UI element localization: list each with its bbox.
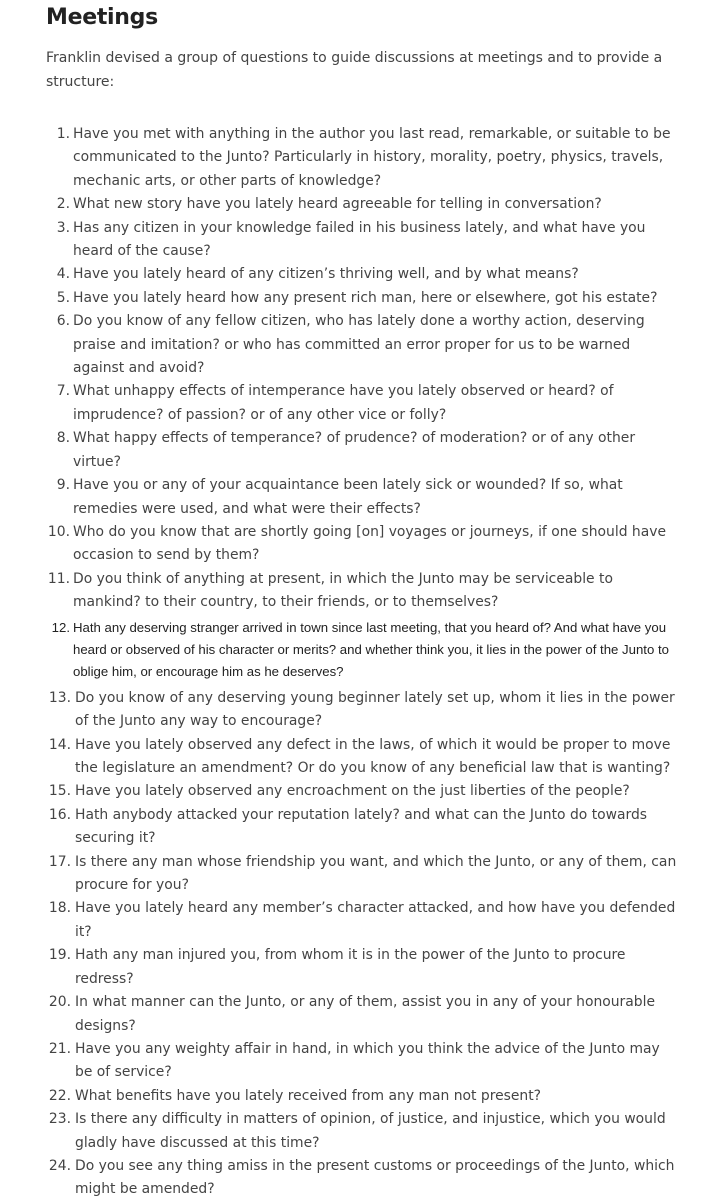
item-text: Do you think of anything at present, in which the Junto may be serviceable to mankind? to their country, to their friends, or to themselves?: [73, 570, 613, 611]
item-text: What new story have you lately heard agreeable for telling in conversation?: [73, 196, 602, 213]
item-text: What happy effects of temperance? of prudence? of moderation? or of any other virtue?: [73, 430, 636, 470]
list-item: [46, 568, 678, 615]
list-item: [46, 804, 678, 851]
list-item: [46, 521, 678, 568]
item-text: Have you lately heard any member’s character attacked, and how have you defended it?: [75, 900, 676, 940]
list-item: [46, 123, 678, 193]
item-text: In what manner can the Junto, or any of them, assist you in any of your honourable designs?: [75, 994, 655, 1034]
item-text: Hath any man injured you, from whom it is in the power of the Junto to procure redress?: [75, 947, 626, 987]
intro-paragraph: Franklin devised a group of questions to guide discussions at meetings and to provide a structure:: [46, 50, 663, 90]
item-text: Do you know of any fellow citizen, who has lately done a worthy action, deserving praise and imitation? or who has committed an error proper for us to be warned against and avoid?: [73, 313, 645, 377]
item-number: 9.: [56, 477, 70, 494]
item-number: 14.: [48, 736, 71, 753]
item-text: Have you lately heard how any present rich man, here or elsewhere, got his estate?: [73, 289, 658, 306]
list-item: [46, 287, 678, 310]
item-number: 10.: [47, 523, 70, 540]
item-text: Have you lately observed any defect in the laws, of which it would be proper to move the legislature an amendment? Or do you know of any beneficial law that is wanting?: [75, 736, 671, 777]
list-item: [46, 1038, 678, 1085]
item-text: Hath any deserving stranger arrived in town since last meeting, that you heard of? And what have you heard or observed of his character or merits? and whether think you, it lies in the power of the Junto to oblige him, or encourage him as he deserves?: [73, 619, 669, 679]
item-number: 18.: [48, 900, 71, 917]
list-item: [46, 1155, 678, 1202]
item-text: What unhappy effects of intemperance have you lately observed or heard? of imprudence? of passion? or of any other vice or folly?: [73, 383, 614, 423]
list-item: [46, 851, 678, 898]
item-number: 24.: [48, 1157, 71, 1174]
list-item: [46, 617, 678, 683]
item-text: Hath anybody attacked your reputation lately? and what can the Junto do towards securing it?: [75, 806, 648, 847]
item-number: 21.: [48, 1040, 71, 1057]
list-item: [46, 897, 678, 944]
section-heading: Meetings: [46, 5, 158, 30]
item-text: Do you know of any deserving young beginner lately set up, whom it lies in the power of the Junto any way to encourage?: [75, 689, 675, 730]
item-number: 7.: [56, 383, 70, 400]
item-number: 15.: [48, 783, 71, 800]
list-item: [46, 310, 678, 380]
question-list: [46, 123, 678, 1202]
item-number: 20.: [48, 994, 71, 1011]
item-text: Have you any weighty affair in hand, in which you think the advice of the Junto may be of service?: [75, 1040, 660, 1081]
list-item: [46, 193, 678, 216]
item-number: 23.: [48, 1111, 71, 1128]
item-number: 2.: [56, 196, 70, 213]
list-item: [46, 217, 678, 264]
list-item: [46, 1085, 678, 1108]
item-number: 22.: [48, 1087, 71, 1104]
item-number: 4.: [56, 266, 70, 283]
item-text: What benefits have you lately received from any man not present?: [75, 1087, 542, 1104]
list-item: [46, 380, 678, 427]
item-text: Have you lately observed any encroachment on the just liberties of the people?: [75, 783, 630, 800]
list-item: [46, 474, 678, 521]
list-item: [46, 427, 678, 474]
item-text: Is there any difficulty in matters of opinion, of justice, and injustice, which you would gladly have discussed at this time?: [75, 1111, 666, 1151]
list-item: [46, 263, 678, 286]
article-content: [46, 0, 678, 1202]
item-number: 11.: [47, 570, 70, 587]
item-number: 12.: [51, 619, 70, 635]
item-text: Is there any man whose friendship you want, and which the Junto, or any of them, can procure for you?: [75, 853, 677, 894]
item-text: Have you lately heard of any citizen’s thriving well, and by what means?: [73, 266, 579, 283]
item-number: 16.: [48, 806, 71, 823]
item-number: 8.: [56, 430, 70, 447]
item-text: Have you met with anything in the author you last read, remarkable, or suitable to be communicated to the Junto? Particularly in history, morality, poetry, physics, travels, mechanic arts, or other parts of knowledge?: [73, 126, 671, 189]
list-item: [46, 991, 678, 1038]
item-number: 6.: [56, 313, 70, 330]
list-item: [46, 1108, 678, 1155]
item-number: 17.: [48, 853, 71, 870]
item-number: 13.: [48, 689, 71, 706]
item-text: Do you see any thing amiss in the present customs or proceedings of the Junto, which might be amended?: [75, 1157, 675, 1198]
item-number: 19.: [48, 947, 71, 964]
list-item: [46, 780, 678, 803]
item-text: Have you or any of your acquaintance been lately sick or wounded? If so, what remedies were used, and what were their effects?: [73, 477, 623, 517]
item-text: Has any citizen in your knowledge failed in his business lately, and what have you heard of the cause?: [73, 219, 646, 260]
item-number: 1.: [56, 126, 70, 142]
item-number: 3.: [56, 219, 70, 236]
list-item: [46, 687, 678, 734]
list-item: [46, 944, 678, 991]
item-number: 5.: [56, 289, 70, 306]
list-item: [46, 734, 678, 781]
item-text: Who do you know that are shortly going [on] voyages or journeys, if one should have occasion to send by them?: [73, 523, 667, 564]
